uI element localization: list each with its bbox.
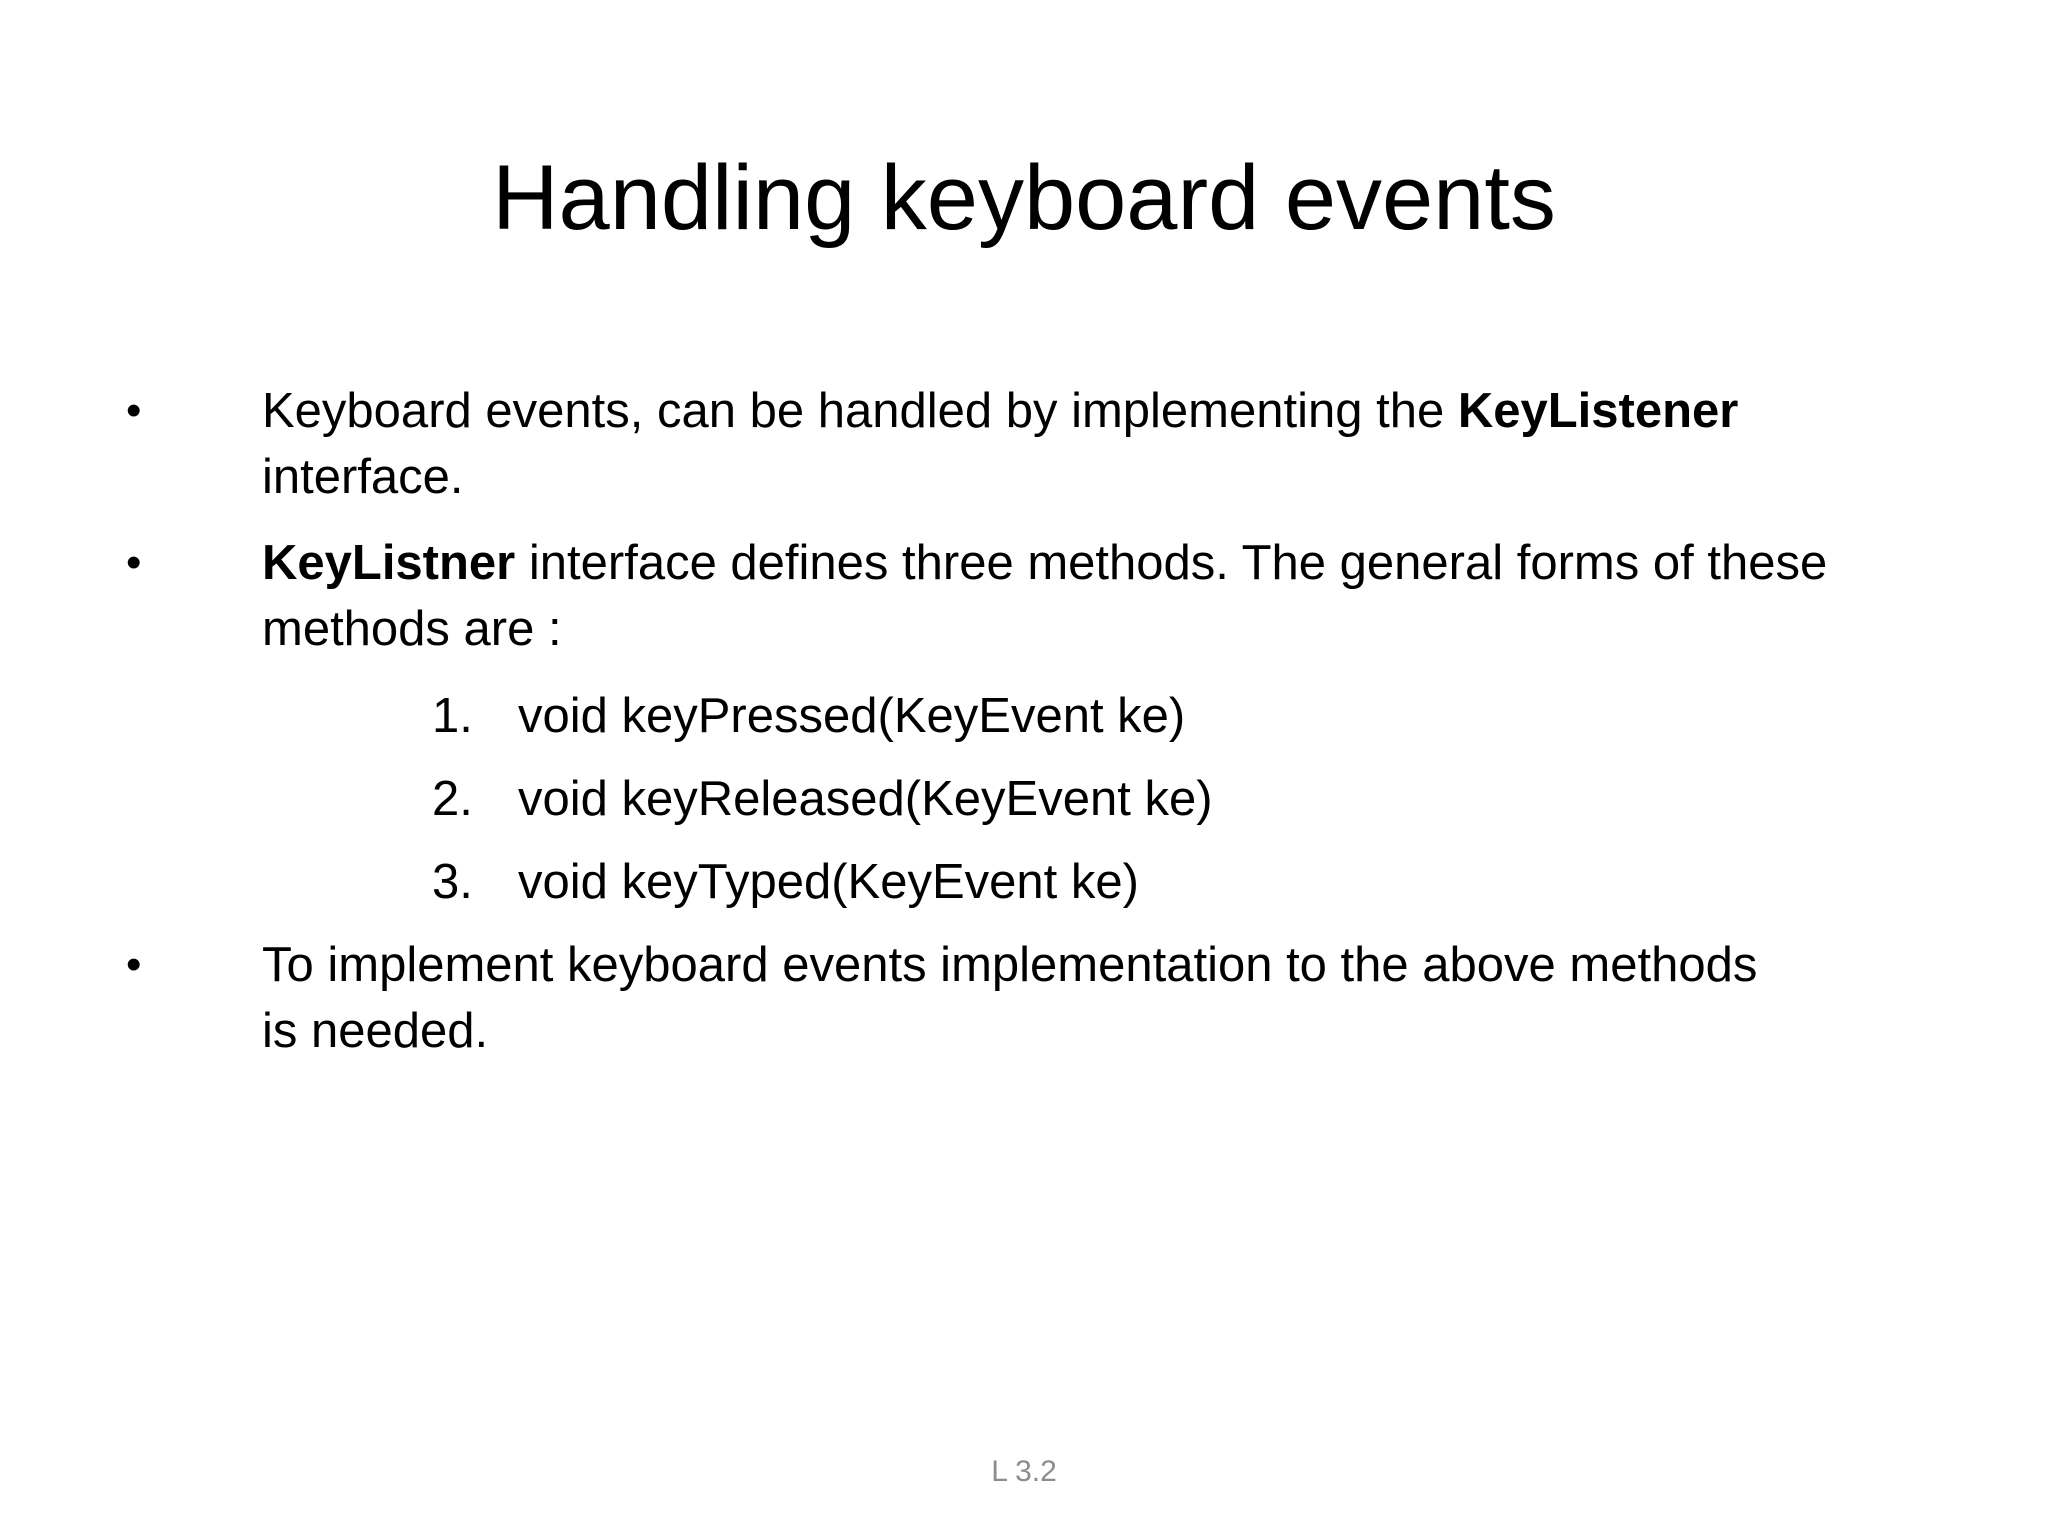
bullet-text-part: To implement keyboard events implementation to the above methods [262, 938, 1758, 992]
bullet-bold-term: KeyListner [262, 536, 516, 590]
bullet-text-part: interface defines three methods. The general forms of these [515, 536, 1828, 590]
bullet-marker: • [126, 386, 142, 435]
method-number: 2. [432, 772, 473, 826]
method-signature: void keyReleased(KeyEvent ke) [518, 772, 1213, 826]
method-signature: void keyPressed(KeyEvent ke) [518, 689, 1186, 743]
bullet-text-part: methods are : [262, 602, 562, 656]
method-signature: void keyTyped(KeyEvent ke) [518, 855, 1139, 909]
method-number: 3. [432, 855, 473, 909]
method-number: 1. [432, 689, 473, 743]
bullet-marker: • [126, 940, 142, 989]
bullet-text-part: interface. [262, 450, 464, 504]
bullet-text-part: Keyboard events, can be handled by implementing the [262, 384, 1458, 438]
bullet-marker: • [126, 538, 142, 587]
bullet-text [262, 378, 1962, 510]
bullet-text [262, 530, 1962, 662]
bullet-text [262, 932, 1962, 1064]
bullet-bold-term: KeyListener [1457, 384, 1739, 438]
slide-title: Handling keyboard events [492, 147, 1556, 249]
slide-number: L 3.2 [991, 1455, 1057, 1488]
bullet-text-part: is needed. [262, 1004, 489, 1058]
